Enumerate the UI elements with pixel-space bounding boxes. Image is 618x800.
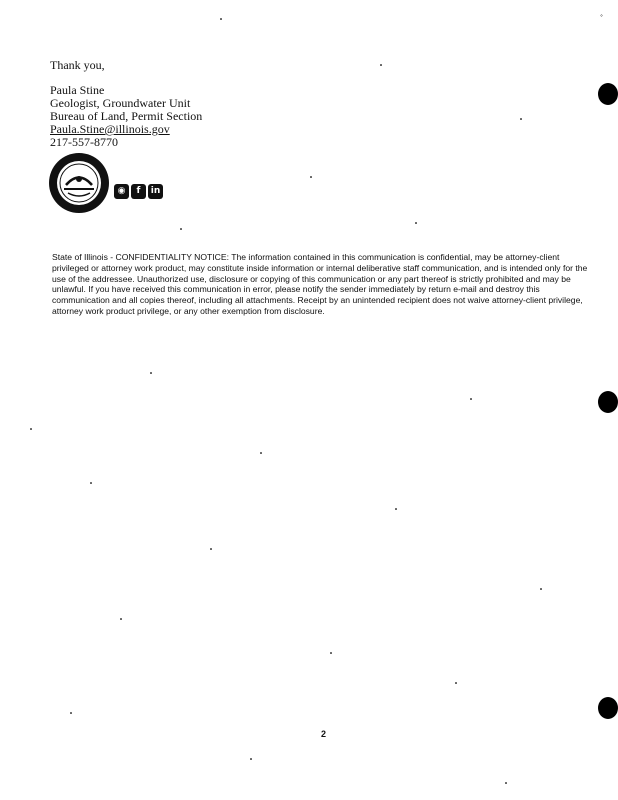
camera-icon[interactable]: ◉ xyxy=(114,184,129,199)
signature-phone: 217-557-8770 xyxy=(50,135,118,149)
scan-speck xyxy=(395,508,397,510)
scan-speck xyxy=(415,222,417,224)
scan-speck xyxy=(220,18,222,20)
scan-speck xyxy=(380,64,382,66)
signature-department: Bureau of Land, Permit Section xyxy=(50,109,203,123)
linkedin-icon[interactable]: in xyxy=(148,184,163,199)
punch-hole xyxy=(598,697,618,719)
facebook-icon[interactable]: f xyxy=(131,184,146,199)
agency-seal-logo xyxy=(48,152,110,214)
scan-speck xyxy=(470,398,472,400)
scan-speck xyxy=(455,682,457,684)
scan-speck xyxy=(310,176,312,178)
scan-speck xyxy=(540,588,542,590)
page-number: 2 xyxy=(321,729,327,739)
scan-speck xyxy=(520,118,522,120)
scan-speck xyxy=(30,428,32,430)
scan-speck xyxy=(90,482,92,484)
scan-speck xyxy=(70,712,72,714)
confidentiality-notice: State of Illinois - CONFIDENTIALITY NOTICE: The information contained in this communication is confidential, may be attorney-client privileged or attorney work product, may constitute inside information or internal deliberative staff communication, and is intended only for the use of the addressee. Unauthorized use, disclosure or copying of this communication or any part thereof is strictly prohibited and may be unlawful. If you have received this communication in error, please notify the sender immediately by return e-mail and destroy this communication and all copies thereof, including all attachments. Receipt by an unintended recipient does not waive attorney-client privilege, attorney work product privilege, or any other exemption from disclosure. xyxy=(52,252,588,316)
signature-email-link[interactable]: Paula.Stine@illinois.gov xyxy=(50,122,170,136)
scan-speck xyxy=(210,548,212,550)
scan-speck xyxy=(505,782,507,784)
scan-speck xyxy=(330,652,332,654)
closing-line: Thank you, xyxy=(50,58,105,72)
scan-speck xyxy=(260,452,262,454)
scan-speck xyxy=(250,758,252,760)
scan-speck xyxy=(120,618,122,620)
scan-speck xyxy=(150,372,152,374)
punch-hole xyxy=(598,83,618,105)
social-icons xyxy=(114,184,163,199)
signature-name: Paula Stine xyxy=(50,83,105,97)
scan-speck xyxy=(180,228,182,230)
corner-mark: ° xyxy=(600,14,603,21)
punch-hole xyxy=(598,391,618,413)
signature-title: Geologist, Groundwater Unit xyxy=(50,96,191,110)
signature-block xyxy=(50,84,202,149)
